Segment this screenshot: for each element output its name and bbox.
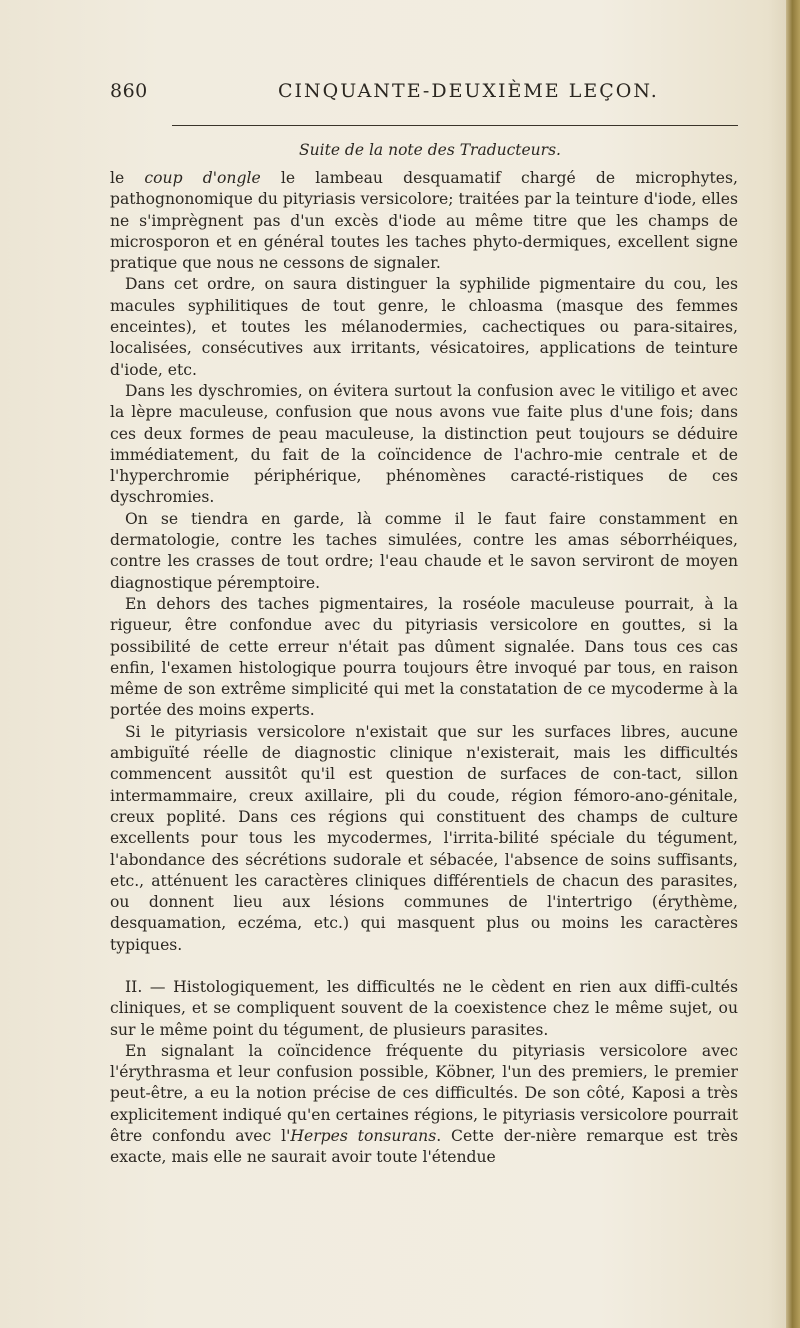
book-gutter [786, 0, 800, 1328]
page-header [110, 80, 750, 120]
paragraph-7: II. — Histologiquement, les difficultés ne le cèdent en rien aux diffi-cultés cliniques, et se compliquent souvent de la coexistence chez le même sujet, ou sur le même point du tégument, de plusieurs parasites. [110, 977, 738, 1039]
paragraph-8-italic: Herpes tonsurans [290, 1127, 437, 1146]
body-text [110, 168, 738, 1169]
page-number: 860 [110, 80, 148, 102]
paragraph-8 [110, 1041, 738, 1169]
header-rule [172, 125, 738, 126]
paragraph-1-rest: le lambeau desquamatif chargé de microphytes, pathognonomique du pityriasis versicolore; traitées par la teinture d'iode, elles ne s'imprègnent pas d'un excès d'iode au même titre que les champs de microsporon et en général toutes les taches phyto-dermiques, excellent signe pratique que nous ne cessons de signaler. [110, 169, 738, 273]
paragraph-4: On se tiendra en garde, là comme il le faut faire constamment en dermatologie, contre les taches simulées, contre les amas séborrhéiques, contre les crasses de tout ordre; l'eau chaude et le savon serviront de moyen diagnostique péremptoire. [110, 509, 738, 592]
paragraph-1-italic: coup d'ongle [144, 169, 261, 187]
paragraph-1-start: le [110, 169, 145, 187]
paragraph-8-rest: . Cette der-nière remarque est très exacte, mais elle ne saurait avoir toute l'étendue [110, 1127, 738, 1167]
paragraph-1 [110, 168, 738, 274]
running-head: CINQUANTE-DEUXIÈME LEÇON. [278, 80, 659, 102]
paragraph-8-start: En signalant la coïncidence fréquente du pityriasis versicolore avec l'érythrasma et leur confusion possible, Köbner, l'un des premiers, le premier peut-être, a eu la notion précise de ces difficultés. De son côté, Kaposi a très explicitement indiqué qu'en certaines régions, le pityriasis versicolore pourrait être confondu avec l' [110, 1041, 738, 1146]
paragraph-5: En dehors des taches pigmentaires, la roséole maculeuse pourrait, à la rigueur, être confondue avec du pityriasis versicolore en gouttes, si la possibilité de cette erreur n'était pas dûment signalée. Dans tous ces cas enfin, l'examen histologique pourra toujours être invoqué par tous, en raison même de son extrême simplicité qui met la constatation de ce mycoderme à la portée des moins experts. [110, 594, 738, 720]
section-subheading: Suite de la note des Traducteurs. [299, 141, 561, 159]
paragraph-2: Dans cet ordre, on saura distinguer la syphilide pigmentaire du cou, les macules syphilitiques de tout genre, le chloasma (masque des femmes enceintes), et toutes les mélanodermies, cachectiques ou para-sitaires, localisées, consécutives aux irritants, vésicatoires, applications de teinture d'iode, etc. [110, 275, 738, 379]
paragraph-6: Si le pityriasis versicolore n'existait que sur les surfaces libres, aucune ambiguïté réelle de diagnostic clinique n'existerait, mais les difficultés commencent aussitôt qu'il est question de surfaces de con-tact, sillon intermammaire, creux axillaire, pli du coude, région fémoro-ano-génitale, creux poplité. Dans ces régions qui constituent des champs de culture excellents pour tous les mycodermes, l'irrita-bilité spéciale du tégument, l'abondance des sécrétions sudorale et sébacée, l'absence de soins suffisants, etc., atténuent les caractères cliniques différentiels de chacun des parasites, ou donnent lieu aux lésions communes de l'intertrigo (érythème, desquamation, eczéma, etc.) qui masquent plus ou moins les caractères typiques. [110, 722, 738, 954]
paragraph-3: Dans les dyschromies, on évitera surtout la confusion avec le vitiligo et avec la lèpre maculeuse, confusion que nous avons vue faite plus d'une fois; dans ces deux formes de peau maculeuse, la distinction peut toujours se déduire immédiatement, du fait de la coïncidence de l'achro-mie centrale et de l'hyperchromie périphérique, phénomènes caracté-ristiques de ces dyschromies. [110, 381, 738, 507]
